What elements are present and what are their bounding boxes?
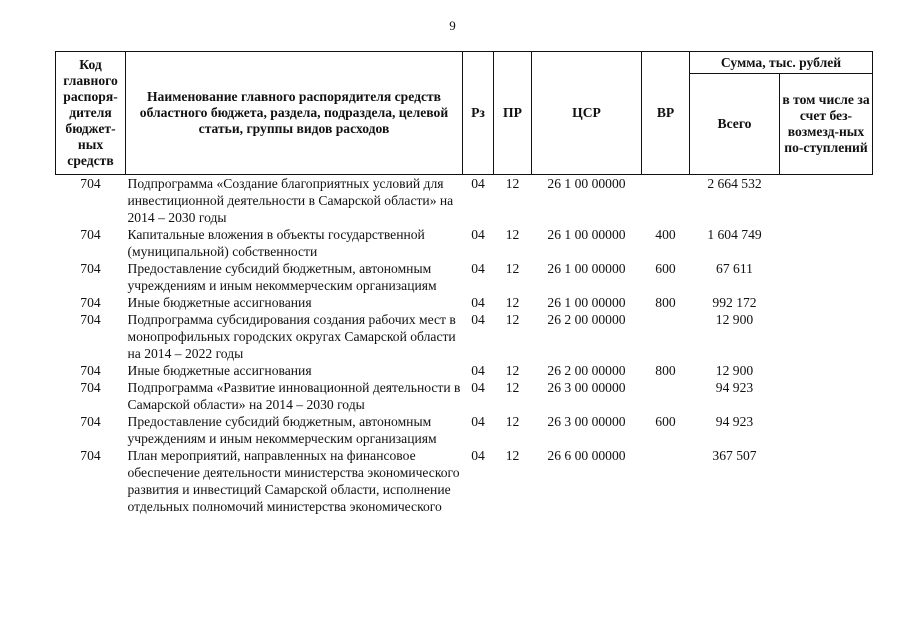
header-code: Код главного распоря-дителя бюджет-ных средств (56, 52, 126, 175)
cell-pr: 12 (505, 295, 520, 310)
cell-total: 992 172 (712, 295, 757, 310)
cell-rz: 04 (471, 261, 485, 276)
cell-rz: 04 (471, 448, 485, 463)
header-gratuitous: в том числе за счет без-возмезд-ных по-ступлений (780, 74, 873, 175)
cell-vr: 400 (655, 227, 676, 242)
cell-rz: 04 (471, 295, 485, 310)
table-row (56, 175, 873, 227)
cell-rz: 04 (471, 312, 485, 327)
cell-pr: 12 (505, 380, 520, 395)
cell-csr: 26 1 00 00000 (547, 176, 626, 191)
cell-gratuitous (780, 311, 873, 362)
cell-pr: 12 (505, 448, 520, 463)
cell-vr: 600 (655, 414, 676, 429)
cell-rz: 04 (471, 363, 485, 378)
cell-name: Иные бюджетные ассигнования (127, 363, 312, 378)
cell-csr: 26 2 00 00000 (547, 363, 626, 378)
cell-total: 94 923 (715, 380, 754, 395)
cell-rz: 04 (471, 176, 485, 191)
cell-vr (642, 379, 690, 413)
cell-vr (642, 311, 690, 362)
cell-name: Иные бюджетные ассигнования (127, 295, 312, 310)
cell-total: 2 664 532 (707, 176, 762, 191)
cell-name: Предоставление субсидий бюджетным, автономным учреждениям и иным некоммерческим организациям (127, 261, 437, 293)
cell-rz: 04 (471, 414, 485, 429)
cell-csr: 26 1 00 00000 (547, 261, 626, 276)
cell-total: 67 611 (716, 261, 753, 276)
cell-total: 367 507 (712, 448, 757, 463)
cell-gratuitous (780, 226, 873, 260)
cell-code: 704 (80, 380, 101, 395)
cell-rz: 04 (471, 380, 485, 395)
header-sum-group: Сумма, тыс. рублей (690, 52, 873, 74)
cell-vr (642, 175, 690, 227)
cell-name: Подпрограмма субсидирования создания рабочих мест в монопрофильных городских округах Самарской области на 2014 – 2022 годы (127, 312, 456, 361)
cell-gratuitous (780, 413, 873, 447)
cell-vr: 600 (655, 261, 676, 276)
page-number: 9 (449, 18, 456, 33)
cell-code: 704 (80, 176, 101, 191)
table-row (56, 413, 873, 447)
table-row (56, 260, 873, 294)
cell-total: 1 604 749 (707, 227, 762, 242)
cell-csr: 26 3 00 00000 (547, 414, 626, 429)
header-rz: Рз (463, 52, 494, 175)
table-row (56, 362, 873, 379)
table-body (56, 175, 873, 516)
cell-total: 94 923 (715, 414, 754, 429)
cell-pr: 12 (505, 363, 520, 378)
cell-code: 704 (80, 448, 101, 463)
header-name: Наименование главного распорядителя средств областного бюджета, раздела, подраздела, целевой статьи, группы видов расходов (126, 52, 463, 175)
cell-name: План мероприятий, направленных на финансовое обеспечение деятельности министерства экономического развития и инвестиций Самарской области, исполнение отдельных полномочий министерства экономического (127, 448, 460, 514)
header-total: Всего (690, 74, 780, 175)
cell-vr: 800 (655, 295, 676, 310)
cell-pr: 12 (505, 312, 520, 327)
cell-code: 704 (80, 261, 101, 276)
cell-gratuitous (780, 362, 873, 379)
cell-rz: 04 (471, 227, 485, 242)
cell-code: 704 (80, 295, 101, 310)
cell-pr: 12 (505, 261, 520, 276)
cell-code: 704 (80, 227, 101, 242)
cell-vr: 800 (655, 363, 676, 378)
cell-csr: 26 2 00 00000 (547, 312, 626, 327)
cell-name: Предоставление субсидий бюджетным, автономным учреждениям и иным некоммерческим организациям (127, 414, 437, 446)
cell-csr: 26 1 00 00000 (547, 295, 626, 310)
cell-csr: 26 6 00 00000 (547, 448, 626, 463)
table-row (56, 311, 873, 362)
cell-gratuitous (780, 294, 873, 311)
budget-table (55, 51, 873, 515)
header-csr: ЦСР (532, 52, 642, 175)
cell-pr: 12 (505, 176, 520, 191)
cell-code: 704 (80, 414, 101, 429)
cell-name: Капитальные вложения в объекты государственной (муниципальной) собственности (127, 227, 425, 259)
cell-code: 704 (80, 312, 101, 327)
cell-name: Подпрограмма «Создание благоприятных условий для инвестиционной деятельности в Самарской области» на 2014 – 2030 годы (127, 176, 454, 225)
table-row (56, 294, 873, 311)
cell-csr: 26 3 00 00000 (547, 380, 626, 395)
table-row (56, 226, 873, 260)
cell-vr (642, 447, 690, 515)
cell-code: 704 (80, 363, 101, 378)
cell-gratuitous (780, 379, 873, 413)
cell-total: 12 900 (715, 312, 754, 327)
cell-name: Подпрограмма «Развитие инновационной деятельности в Самарской области» на 2014 – 2030 годы (127, 380, 461, 412)
header-pr: ПР (494, 52, 532, 175)
table-row (56, 447, 873, 515)
cell-gratuitous (780, 447, 873, 515)
table-row (56, 379, 873, 413)
cell-csr: 26 1 00 00000 (547, 227, 626, 242)
header-vr: ВР (642, 52, 690, 175)
cell-pr: 12 (505, 227, 520, 242)
cell-total: 12 900 (715, 363, 754, 378)
table-header (56, 52, 873, 175)
cell-pr: 12 (505, 414, 520, 429)
cell-gratuitous (780, 175, 873, 227)
cell-gratuitous (780, 260, 873, 294)
